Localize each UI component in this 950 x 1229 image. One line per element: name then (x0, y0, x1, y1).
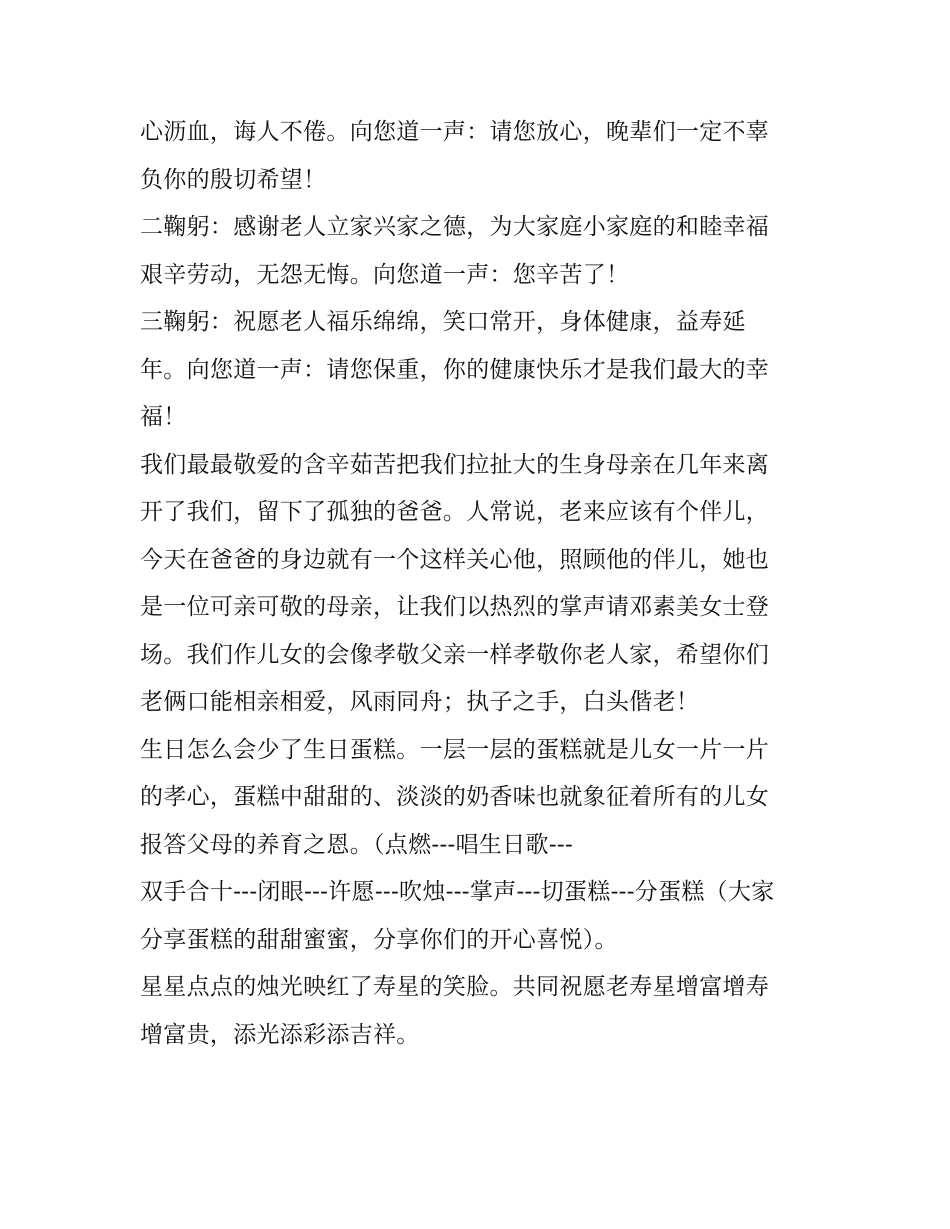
text-line: 场。我们作儿女的会像孝敬父亲一样孝敬你老人家，希望你们 (140, 641, 770, 668)
text-line: 艰辛劳动，无怨无悔。向您道一声：您辛苦了！ (140, 261, 630, 288)
text-line: 二鞠躬：感谢老人立家兴家之德，为大家庭小家庭的和睦幸福 (140, 214, 770, 240)
text-line: 开了我们，留下了孤独的爸爸。人常说，老来应该有个伴儿， (140, 499, 770, 525)
text-line: 是一位可亲可敬的母亲，让我们以热烈的掌声请邓素美女士登 (140, 594, 770, 620)
text-line: 年。向您道一声：请您保重，你的健康快乐才是我们最大的幸 (140, 356, 770, 383)
text-line: 负你的殷切希望！ (140, 166, 327, 193)
text-line: 生日怎么会少了生日蛋糕。一层一层的蛋糕就是儿女一片一片 (140, 736, 770, 763)
text-line: 我们最最敬爱的含辛茹苦把我们拉扯大的生身母亲在几年来离 (140, 451, 770, 478)
text-line: 报答父母的养育之恩。（点燃---唱生日歌--- (140, 831, 574, 858)
text-line: 增富贵，添光添彩添吉祥。 (140, 1021, 420, 1048)
text-line: 心沥血，诲人不倦。向您道一声：请您放心，晚辈们一定不辜 (140, 119, 770, 145)
text-line: 老俩口能相亲相爱，风雨同舟；执子之手，白头偕老！ (140, 689, 700, 715)
text-line: 三鞠躬：祝愿老人福乐绵绵，笑口常开，身体健康，益寿延 (140, 309, 746, 335)
text-line: 的孝心，蛋糕中甜甜的、淡淡的奶香味也就象征着所有的儿女 (140, 784, 770, 810)
document-body (140, 109, 820, 1059)
text-line: 福！ (140, 404, 187, 430)
text-line: 分享蛋糕的甜甜蜜蜜，分享你们的开心喜悦）。 (140, 926, 618, 953)
text-line: 双手合十---闭眼---许愿---吹烛---掌声---切蛋糕---分蛋糕（大家 (140, 879, 775, 905)
text-line: 星星点点的烛光映红了寿星的笑脸。共同祝愿老寿星增富增寿 (140, 974, 770, 1000)
text-line: 今天在爸爸的身边就有一个这样关心他，照顾他的伴儿，她也 (140, 546, 770, 573)
